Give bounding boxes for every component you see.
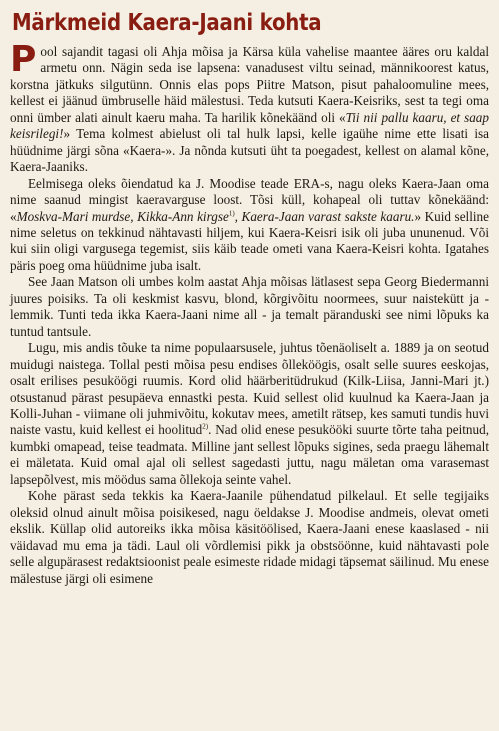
- paragraph-2-text-b: » Kuid selline nime seletus on tekkinud nähtavasti hiljem, kui Kaera-Keisri isik oli juba ununenud. Või kui siin oligi vargusega tegemist, siis käib teade ometi vana Kaera-Keisri kohta. Igatahes päris poeg oma hüüdnime juba isalt.: [10, 208, 489, 273]
- paragraph-4-text-b: . Nad olid enese pesukööki suurte tõrte taha peitnud, kumbki omapead, teise teadmata. Milline jant sellest lõpuks sigines, seda praegu lähemalt ei mäletata. Kuid omal ajal oli sellest sagedasti juttu, nagu mäletan oma varasemast lapsepõlvest, mis möödus sama õllekoja seinte vahel.: [10, 422, 489, 487]
- footnote-marker-1: 1): [228, 209, 235, 218]
- paragraph-2-text-a: Eelmisega oleks õiendatud ka J. Moodise teade ERA-s, nagu oleks Kaera-Jaan oma nime saanud mingist kaeravarguse loost. Tõsi küll, kohapeal oli tuttav kõnekäänd: «: [10, 175, 489, 224]
- paragraph-3: See Jaan Matson oli umbes kolm aastat Ahja mõisas lätlasest sepa Georg Biedermanni juures poisiks. Ta oli keskmist kasvu, blond, kõrgivõitu noormees, suur naistekütt ja -lemmik. Tunti teda ikka Kaera-Jaani nime all - ja temalt päranduski see nimi lõpuks ka tuntud tantsule.: [10, 274, 489, 339]
- paragraph-4-text-a: Lugu, mis andis tõuke ta nime populaarsusele, juhtus tõenäoliselt a. 1889 ja on seotud muidugi naistega. Tollal pesti mõisa pesu endises õlleköögis, osalt selle suures eeskojas, osalt erilises pesuköögi ruumis. Kord olid häärberitüdrukud (Kilk-Liisa, Janni-Mari jt.) otsustanud pärast pesupäeva ennastki pesta. Kuid sellest olid kuulnud ka Kaera-Jaan ja Kolli-Juhan - viimane oli juhmivõitu, kokutav mees, ametilt rätsep, kes samuti tundis huvi naiste vastu, kuid kellest ei hoolitud: [10, 340, 489, 438]
- paragraph-1-text-a: ool sajandit tagasi oli Ahja mõisa ja Kärsa küla vahelise maantee ääres oru kaldal armetu onn. Nägin seda ise lapsena: vanadusest viltu seinad, männikoorest katus, korstna jätkuks silgutünn. Onnis elas pops Piitre Matson, pisut pahaloomuline mees, kellest ei jäänud ümbruselle häid mälestusi. Teda kutsuti Kaera-Keisriks, sest ta tegi oma onni ümber alati ainult kaeru maha. Ta harilik kõnekäänd oli «: [10, 44, 489, 125]
- article-body: [10, 39, 489, 587]
- paragraph-2-quote-b: , Kaera-Jaan varast sakste kaaru.: [234, 208, 415, 224]
- paragraph-1: [10, 39, 489, 176]
- paragraph-5: Kohe pärast seda tekkis ka Kaera-Jaanile pühendatud pilkelaul. Et selle tegijaiks oleksid olnud ainult mõisa poisikesed, nagu öeldakse J. Moodise andmeis, olevat ometi ekslik. Küllap olid autoreiks ikka mõisa käsitöölised, Kaera-Jaani enese kaaslased - nii väidavad mu ema ja tädi. Laul oli võrdlemisi pikk ja obstsöönne, kuid nähtavasti pole selle algupärasest redaktsioonist peale esimeste ridade midagi täpsemat säilinud. Mu enese mälestuse järgi oli esimene: [10, 488, 489, 586]
- paragraph-1-quote: Tii nii pallu kaaru, et saap keisrilegi!: [10, 109, 489, 142]
- footnote-marker-2: 2): [202, 423, 209, 432]
- drop-cap: P: [10, 39, 37, 80]
- paragraph-4: [10, 340, 489, 488]
- article-title: Märkmeid Kaera-Jaani kohta: [12, 10, 322, 36]
- paragraph-2: [10, 176, 489, 275]
- paragraph-1-text-b: » Tema kolmest abielust oli tal hulk lapsi, kelle igaühe nime ette lisati isa hüüdnime järgi sõna «Kaera-». Ja nõnda kutsuti üht ta poegadest, kellest on alamal kõne, Kaera-Jaaniks.: [10, 126, 489, 175]
- paragraph-2-quote-a: Moskva-Mari murdse, Kikka-Ann kirgse: [16, 208, 229, 224]
